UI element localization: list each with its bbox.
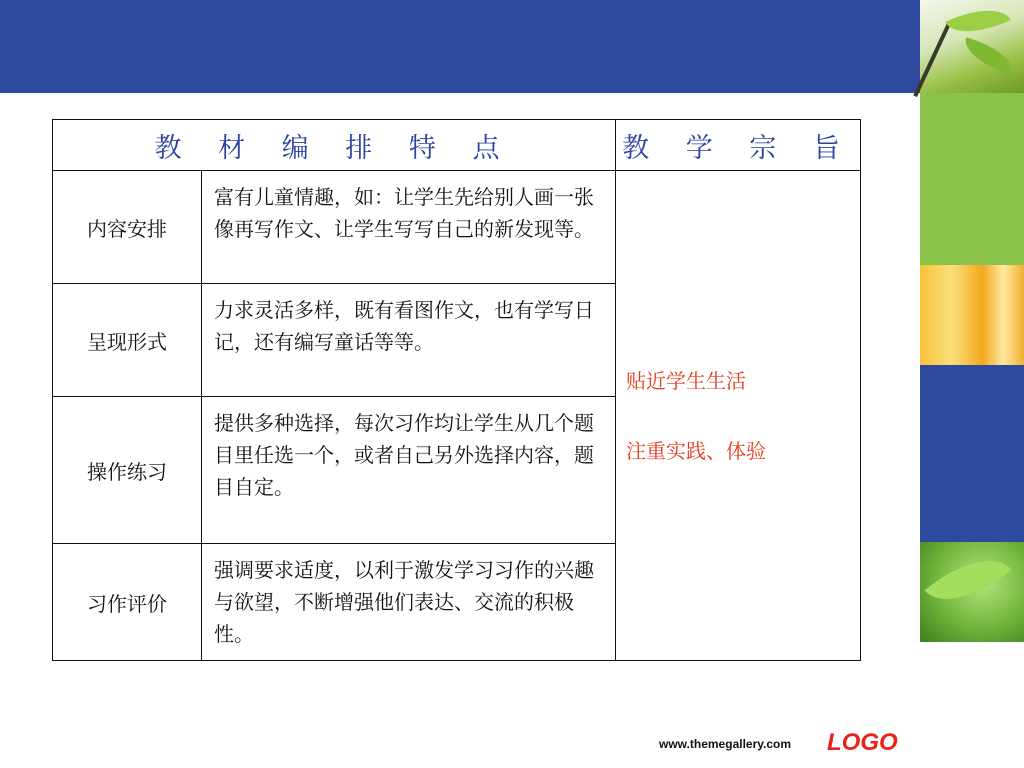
decor-blue-block (920, 365, 1024, 542)
content-table (52, 119, 861, 661)
row-category: 习作评价 (53, 544, 202, 661)
header-features: 教 材 编 排 特 点 (53, 120, 616, 171)
row-feature: 富有儿童情趣，如：让学生先给别人画一张像再写作文、让学生写写自己的新发现等。 (202, 171, 616, 284)
purpose-item: 贴近学生生活 (626, 368, 747, 393)
logo: LOGO (827, 729, 898, 756)
decor-yellow-image (920, 265, 1024, 365)
decor-white-block (920, 642, 1024, 768)
decor-green-block (920, 93, 1024, 265)
row-feature: 强调要求适度，以利于激发学习习作的兴趣与欲望，不断增强他们表达、交流的积极性。 (202, 544, 616, 661)
header-band (0, 0, 920, 93)
row-category: 呈现形式 (53, 284, 202, 397)
row-feature: 力求灵活多样，既有看图作文，也有学写日记，还有编写童话等等。 (202, 284, 616, 397)
row-feature: 提供多种选择，每次习作均让学生从几个题目里任选一个，或者自己另外选择内容，题目自定。 (202, 397, 616, 544)
purpose-item: 注重实践、体验 (626, 438, 767, 463)
table-row (53, 171, 861, 284)
row-category: 操作练习 (53, 397, 202, 544)
purpose-cell (616, 171, 861, 661)
row-category: 内容安排 (53, 171, 202, 284)
header-purpose: 教 学 宗 旨 (616, 120, 861, 171)
footer-url[interactable]: www.themegallery.com (659, 737, 792, 751)
table-header-row (53, 120, 861, 171)
